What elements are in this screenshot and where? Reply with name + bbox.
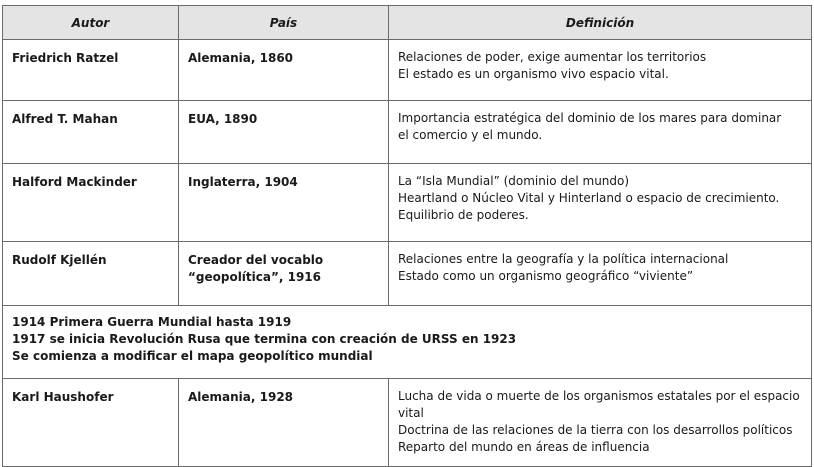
country-cell xyxy=(179,164,389,242)
note-line: Se comienza a modificar el mapa geopolítico mundial xyxy=(12,349,373,363)
author-cell xyxy=(3,242,179,306)
definition-line: Importancia estratégica del dominio de los mares para dominar xyxy=(398,111,782,125)
header-autor: Autor xyxy=(3,6,179,40)
definition-line: Relaciones entre la geografía y la política internacional xyxy=(398,252,729,266)
table-row xyxy=(3,164,812,242)
country-cell xyxy=(179,242,389,306)
definition-cell xyxy=(389,164,812,242)
definition-line: El estado es un organismo vivo espacio vital. xyxy=(398,67,669,81)
notes-row xyxy=(3,306,812,379)
definition-line: Relaciones de poder, exige aumentar los territorios xyxy=(398,50,707,64)
definition-line: Reparto del mundo en áreas de influencia xyxy=(398,440,650,454)
country-line: “geopolítica”, 1916 xyxy=(188,270,322,284)
definition-cell xyxy=(389,379,812,467)
country-line: Creador del vocablo xyxy=(188,253,324,267)
definition-line: La “Isla Mundial” (dominio del mundo) xyxy=(398,174,630,188)
table-header-row xyxy=(3,6,812,40)
author-name: Rudolf Kjellén xyxy=(12,253,107,267)
definition-line: Lucha de vida o muerte de los organismos estatales por el espacio vital xyxy=(398,389,800,420)
country-cell xyxy=(179,40,389,101)
author-cell xyxy=(3,164,179,242)
definition-line: Equilibrio de poderes. xyxy=(398,208,529,222)
definition-line: el comercio y el mundo. xyxy=(398,128,543,142)
author-cell xyxy=(3,40,179,101)
table-row xyxy=(3,242,812,306)
country-cell xyxy=(179,379,389,467)
country-line: EUA, 1890 xyxy=(188,112,258,126)
author-cell xyxy=(3,101,179,164)
author-name: Halford Mackinder xyxy=(12,175,137,189)
author-cell xyxy=(3,379,179,467)
header-definicion: Definición xyxy=(389,6,812,40)
definition-line: Estado como un organismo geográfico “viviente” xyxy=(398,269,694,283)
header-pais: País xyxy=(179,6,389,40)
table-row xyxy=(3,379,812,467)
note-line: 1917 se inicia Revolución Rusa que termina con creación de URSS en 1923 xyxy=(12,332,517,346)
country-line: Alemania, 1860 xyxy=(188,51,294,65)
country-cell xyxy=(179,101,389,164)
country-line: Alemania, 1928 xyxy=(188,390,294,404)
definition-cell xyxy=(389,242,812,306)
country-line: Inglaterra, 1904 xyxy=(188,175,298,189)
definition-cell xyxy=(389,101,812,164)
notes-cell xyxy=(3,306,812,379)
definition-line: Doctrina de las relaciones de la tierra con los desarrollos políticos xyxy=(398,423,793,437)
author-name: Karl Haushofer xyxy=(12,390,114,404)
author-name: Alfred T. Mahan xyxy=(12,112,118,126)
definition-cell xyxy=(389,40,812,101)
definition-line: Heartland o Núcleo Vital y Hinterland o espacio de crecimiento. xyxy=(398,191,780,205)
note-line: 1914 Primera Guerra Mundial hasta 1919 xyxy=(12,315,292,329)
geopolitics-table xyxy=(2,5,812,467)
table-row xyxy=(3,40,812,101)
table-row xyxy=(3,101,812,164)
author-name: Friedrich Ratzel xyxy=(12,51,119,65)
